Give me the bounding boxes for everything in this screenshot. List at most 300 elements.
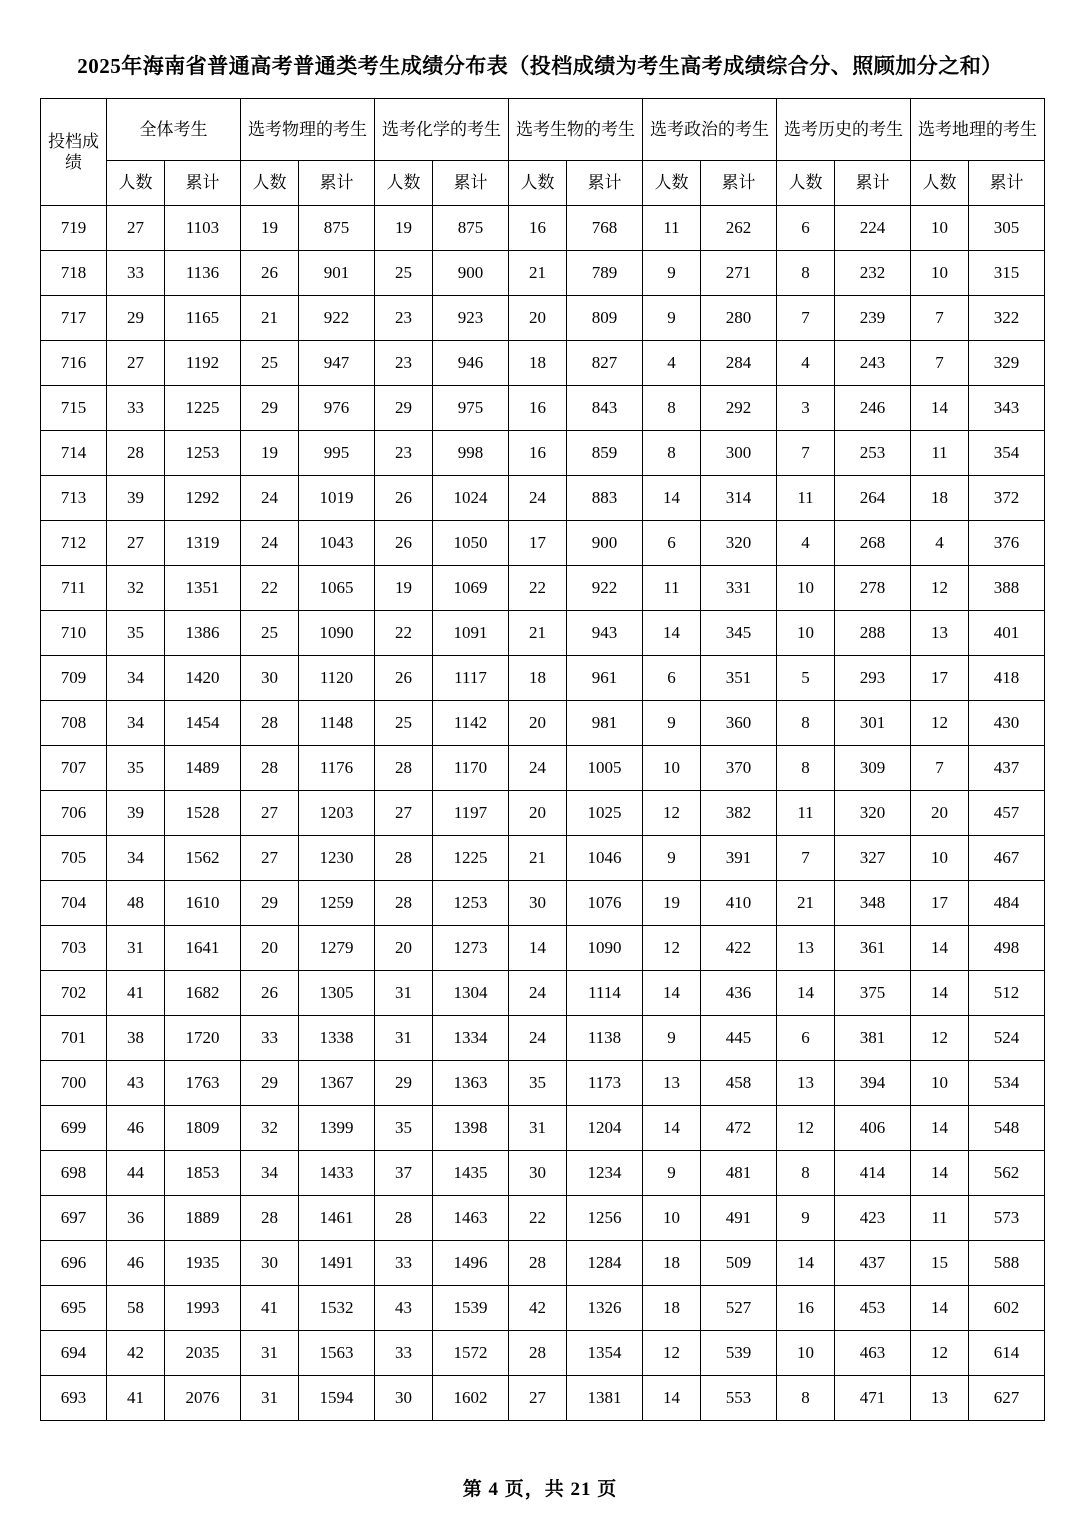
- cell-cumulative: 509: [701, 1241, 777, 1286]
- table-row: [41, 1196, 1045, 1241]
- cell-cumulative: 1763: [165, 1061, 241, 1106]
- cell-cumulative: 1197: [433, 791, 509, 836]
- header-sub-count-physics: 人数: [241, 161, 299, 206]
- cell-count: 14: [911, 926, 969, 971]
- cell-cumulative: 322: [969, 296, 1045, 341]
- cell-cumulative: 329: [969, 341, 1045, 386]
- cell-cumulative: 422: [701, 926, 777, 971]
- cell-cumulative: 900: [567, 521, 643, 566]
- cell-count: 16: [509, 386, 567, 431]
- cell-cumulative: 922: [299, 296, 375, 341]
- cell-count: 11: [777, 791, 835, 836]
- cell-cumulative: 539: [701, 1331, 777, 1376]
- table-row: [41, 1061, 1045, 1106]
- cell-cumulative: 1259: [299, 881, 375, 926]
- cell-cumulative: 1338: [299, 1016, 375, 1061]
- cell-count: 43: [107, 1061, 165, 1106]
- cell-count: 8: [777, 251, 835, 296]
- table-row: [41, 1106, 1045, 1151]
- table-row: [41, 431, 1045, 476]
- score-distribution-table: [40, 98, 1045, 1421]
- cell-cumulative: 1304: [433, 971, 509, 1016]
- cell-count: 29: [375, 386, 433, 431]
- cell-count: 8: [643, 431, 701, 476]
- cell-count: 28: [375, 881, 433, 926]
- cell-count: 19: [643, 881, 701, 926]
- cell-count: 31: [241, 1331, 299, 1376]
- cell-cumulative: 437: [969, 746, 1045, 791]
- cell-cumulative: 1142: [433, 701, 509, 746]
- cell-cumulative: 883: [567, 476, 643, 521]
- cell-count: 24: [241, 476, 299, 521]
- cell-count: 16: [777, 1286, 835, 1331]
- cell-cumulative: 1024: [433, 476, 509, 521]
- cell-cumulative: 922: [567, 566, 643, 611]
- cell-count: 25: [375, 251, 433, 296]
- cell-count: 12: [643, 1331, 701, 1376]
- header-sub-cumulative-history: 累计: [835, 161, 911, 206]
- cell-cumulative: 1136: [165, 251, 241, 296]
- cell-cumulative: 2076: [165, 1376, 241, 1421]
- cell-count: 10: [911, 836, 969, 881]
- cell-cumulative: 947: [299, 341, 375, 386]
- cell-count: 10: [911, 1061, 969, 1106]
- cell-count: 29: [375, 1061, 433, 1106]
- header-sub-count-all: 人数: [107, 161, 165, 206]
- cell-count: 35: [107, 611, 165, 656]
- cell-count: 10: [777, 611, 835, 656]
- cell-cumulative: 284: [701, 341, 777, 386]
- cell-count: 33: [241, 1016, 299, 1061]
- cell-cumulative: 1562: [165, 836, 241, 881]
- cell-count: 8: [777, 1376, 835, 1421]
- cell-count: 15: [911, 1241, 969, 1286]
- cell-count: 18: [643, 1286, 701, 1331]
- cell-count: 9: [643, 1016, 701, 1061]
- cell-count: 6: [777, 1016, 835, 1061]
- cell-cumulative: 1454: [165, 701, 241, 746]
- cell-cumulative: 375: [835, 971, 911, 1016]
- cell-cumulative: 1225: [165, 386, 241, 431]
- table-row: [41, 701, 1045, 746]
- cell-cumulative: 875: [433, 206, 509, 251]
- cell-count: 9: [643, 296, 701, 341]
- table-row: [41, 1151, 1045, 1196]
- cell-cumulative: 388: [969, 566, 1045, 611]
- cell-cumulative: 1461: [299, 1196, 375, 1241]
- cell-count: 14: [509, 926, 567, 971]
- table-row: [41, 1016, 1045, 1061]
- cell-score: 709: [41, 656, 107, 701]
- cell-count: 8: [777, 1151, 835, 1196]
- cell-cumulative: 1319: [165, 521, 241, 566]
- cell-count: 20: [509, 701, 567, 746]
- cell-cumulative: 309: [835, 746, 911, 791]
- cell-cumulative: 789: [567, 251, 643, 296]
- cell-cumulative: 481: [701, 1151, 777, 1196]
- cell-count: 11: [777, 476, 835, 521]
- cell-cumulative: 1641: [165, 926, 241, 971]
- cell-cumulative: 573: [969, 1196, 1045, 1241]
- cell-count: 28: [375, 836, 433, 881]
- cell-count: 21: [509, 611, 567, 656]
- cell-count: 14: [643, 1106, 701, 1151]
- cell-cumulative: 627: [969, 1376, 1045, 1421]
- cell-cumulative: 314: [701, 476, 777, 521]
- cell-count: 11: [643, 566, 701, 611]
- cell-count: 12: [911, 1331, 969, 1376]
- header-group-biology: 选考生物的考生: [509, 99, 643, 161]
- cell-cumulative: 859: [567, 431, 643, 476]
- cell-cumulative: 372: [969, 476, 1045, 521]
- cell-count: 42: [107, 1331, 165, 1376]
- cell-cumulative: 1025: [567, 791, 643, 836]
- cell-cumulative: 293: [835, 656, 911, 701]
- cell-cumulative: 1563: [299, 1331, 375, 1376]
- cell-count: 24: [509, 476, 567, 521]
- cell-cumulative: 1398: [433, 1106, 509, 1151]
- cell-count: 16: [509, 206, 567, 251]
- table-row: [41, 1286, 1045, 1331]
- cell-cumulative: 1420: [165, 656, 241, 701]
- cell-score: 698: [41, 1151, 107, 1196]
- cell-score: 717: [41, 296, 107, 341]
- cell-count: 26: [241, 251, 299, 296]
- cell-count: 27: [241, 836, 299, 881]
- cell-cumulative: 1326: [567, 1286, 643, 1331]
- cell-cumulative: 1234: [567, 1151, 643, 1196]
- cell-score: 693: [41, 1376, 107, 1421]
- cell-cumulative: 348: [835, 881, 911, 926]
- cell-cumulative: 305: [969, 206, 1045, 251]
- cell-score: 699: [41, 1106, 107, 1151]
- cell-cumulative: 843: [567, 386, 643, 431]
- table-row: [41, 476, 1045, 521]
- cell-cumulative: 354: [969, 431, 1045, 476]
- cell-cumulative: 1165: [165, 296, 241, 341]
- cell-cumulative: 1046: [567, 836, 643, 881]
- cell-count: 26: [375, 476, 433, 521]
- header-sub-cumulative-all: 累计: [165, 161, 241, 206]
- table-row: [41, 1241, 1045, 1286]
- table-row: [41, 746, 1045, 791]
- header-sub-count-chemistry: 人数: [375, 161, 433, 206]
- cell-cumulative: 1043: [299, 521, 375, 566]
- cell-cumulative: 1090: [299, 611, 375, 656]
- cell-cumulative: 562: [969, 1151, 1045, 1196]
- cell-count: 10: [777, 566, 835, 611]
- cell-cumulative: 360: [701, 701, 777, 746]
- cell-cumulative: 239: [835, 296, 911, 341]
- cell-score: 702: [41, 971, 107, 1016]
- table-row: [41, 611, 1045, 656]
- cell-score: 703: [41, 926, 107, 971]
- cell-cumulative: 1935: [165, 1241, 241, 1286]
- cell-cumulative: 1203: [299, 791, 375, 836]
- cell-count: 18: [509, 656, 567, 701]
- cell-score: 695: [41, 1286, 107, 1331]
- cell-count: 10: [911, 251, 969, 296]
- cell-cumulative: 1381: [567, 1376, 643, 1421]
- table-row: [41, 656, 1045, 701]
- table-row: [41, 836, 1045, 881]
- cell-count: 29: [241, 386, 299, 431]
- cell-count: 14: [643, 476, 701, 521]
- cell-cumulative: 961: [567, 656, 643, 701]
- cell-count: 14: [911, 1151, 969, 1196]
- cell-count: 31: [375, 1016, 433, 1061]
- cell-cumulative: 278: [835, 566, 911, 611]
- cell-count: 8: [643, 386, 701, 431]
- cell-count: 27: [107, 341, 165, 386]
- cell-cumulative: 1334: [433, 1016, 509, 1061]
- cell-count: 4: [777, 521, 835, 566]
- cell-cumulative: 1114: [567, 971, 643, 1016]
- cell-cumulative: 1117: [433, 656, 509, 701]
- cell-count: 11: [643, 206, 701, 251]
- cell-cumulative: 300: [701, 431, 777, 476]
- cell-cumulative: 1279: [299, 926, 375, 971]
- cell-count: 41: [107, 971, 165, 1016]
- cell-count: 11: [911, 1196, 969, 1241]
- cell-count: 10: [911, 206, 969, 251]
- cell-cumulative: 1435: [433, 1151, 509, 1196]
- cell-count: 31: [241, 1376, 299, 1421]
- cell-cumulative: 1069: [433, 566, 509, 611]
- cell-count: 16: [509, 431, 567, 476]
- cell-cumulative: 1019: [299, 476, 375, 521]
- cell-cumulative: 524: [969, 1016, 1045, 1061]
- table-row: [41, 521, 1045, 566]
- cell-count: 33: [375, 1241, 433, 1286]
- cell-count: 7: [777, 836, 835, 881]
- cell-cumulative: 445: [701, 1016, 777, 1061]
- cell-cumulative: 1225: [433, 836, 509, 881]
- header-sub-count-biology: 人数: [509, 161, 567, 206]
- cell-count: 41: [241, 1286, 299, 1331]
- cell-cumulative: 262: [701, 206, 777, 251]
- cell-cumulative: 410: [701, 881, 777, 926]
- cell-count: 20: [241, 926, 299, 971]
- cell-score: 712: [41, 521, 107, 566]
- cell-count: 27: [509, 1376, 567, 1421]
- cell-count: 22: [375, 611, 433, 656]
- cell-count: 24: [509, 971, 567, 1016]
- cell-cumulative: 394: [835, 1061, 911, 1106]
- cell-cumulative: 288: [835, 611, 911, 656]
- cell-cumulative: 1496: [433, 1241, 509, 1286]
- cell-count: 7: [777, 431, 835, 476]
- cell-count: 34: [107, 656, 165, 701]
- table-row: [41, 1376, 1045, 1421]
- cell-count: 13: [777, 926, 835, 971]
- table-row: [41, 881, 1045, 926]
- cell-count: 30: [241, 1241, 299, 1286]
- cell-count: 9: [643, 1151, 701, 1196]
- header-score-col: 投档成绩: [41, 99, 107, 206]
- cell-count: 14: [643, 1376, 701, 1421]
- cell-count: 28: [509, 1241, 567, 1286]
- cell-count: 27: [107, 206, 165, 251]
- header-group-history: 选考历史的考生: [777, 99, 911, 161]
- cell-count: 21: [241, 296, 299, 341]
- cell-cumulative: 1853: [165, 1151, 241, 1196]
- cell-cumulative: 1091: [433, 611, 509, 656]
- cell-cumulative: 1076: [567, 881, 643, 926]
- cell-count: 35: [375, 1106, 433, 1151]
- cell-cumulative: 1720: [165, 1016, 241, 1061]
- cell-count: 34: [241, 1151, 299, 1196]
- cell-count: 31: [509, 1106, 567, 1151]
- cell-cumulative: 1572: [433, 1331, 509, 1376]
- cell-count: 25: [241, 611, 299, 656]
- cell-count: 36: [107, 1196, 165, 1241]
- cell-count: 8: [777, 701, 835, 746]
- cell-cumulative: 602: [969, 1286, 1045, 1331]
- cell-count: 24: [509, 1016, 567, 1061]
- cell-cumulative: 457: [969, 791, 1045, 836]
- cell-score: 700: [41, 1061, 107, 1106]
- table-row: [41, 971, 1045, 1016]
- cell-cumulative: 381: [835, 1016, 911, 1061]
- cell-count: 28: [107, 431, 165, 476]
- table-row: [41, 206, 1045, 251]
- cell-cumulative: 1602: [433, 1376, 509, 1421]
- cell-count: 19: [375, 206, 433, 251]
- page-footer: 第 4 页，共 21 页: [462, 1479, 618, 1500]
- cell-cumulative: 1204: [567, 1106, 643, 1151]
- cell-count: 30: [509, 881, 567, 926]
- cell-count: 14: [777, 1241, 835, 1286]
- cell-cumulative: 301: [835, 701, 911, 746]
- cell-count: 23: [375, 431, 433, 476]
- cell-count: 33: [107, 251, 165, 296]
- cell-cumulative: 484: [969, 881, 1045, 926]
- cell-cumulative: 246: [835, 386, 911, 431]
- cell-cumulative: 491: [701, 1196, 777, 1241]
- cell-count: 12: [911, 701, 969, 746]
- cell-count: 14: [911, 1286, 969, 1331]
- cell-cumulative: 1463: [433, 1196, 509, 1241]
- cell-count: 4: [643, 341, 701, 386]
- cell-score: 716: [41, 341, 107, 386]
- cell-count: 5: [777, 656, 835, 701]
- cell-cumulative: 463: [835, 1331, 911, 1376]
- cell-count: 43: [375, 1286, 433, 1331]
- cell-count: 6: [643, 656, 701, 701]
- header-group-physics: 选考物理的考生: [241, 99, 375, 161]
- cell-count: 28: [241, 746, 299, 791]
- cell-count: 22: [509, 1196, 567, 1241]
- cell-cumulative: 946: [433, 341, 509, 386]
- cell-count: 13: [777, 1061, 835, 1106]
- cell-count: 28: [375, 1196, 433, 1241]
- cell-count: 14: [911, 386, 969, 431]
- cell-count: 12: [777, 1106, 835, 1151]
- cell-count: 30: [375, 1376, 433, 1421]
- cell-cumulative: 1351: [165, 566, 241, 611]
- header-sub-cumulative-biology: 累计: [567, 161, 643, 206]
- table-row: [41, 341, 1045, 386]
- table-row: [41, 1331, 1045, 1376]
- cell-count: 26: [241, 971, 299, 1016]
- cell-cumulative: 1354: [567, 1331, 643, 1376]
- header-group-geography: 选考地理的考生: [911, 99, 1045, 161]
- header-sub-cumulative-chemistry: 累计: [433, 161, 509, 206]
- cell-count: 26: [375, 521, 433, 566]
- cell-count: 13: [643, 1061, 701, 1106]
- cell-count: 17: [911, 881, 969, 926]
- cell-count: 7: [911, 341, 969, 386]
- cell-cumulative: 976: [299, 386, 375, 431]
- cell-count: 10: [643, 1196, 701, 1241]
- cell-cumulative: 1489: [165, 746, 241, 791]
- cell-cumulative: 472: [701, 1106, 777, 1151]
- cell-count: 28: [241, 701, 299, 746]
- cell-count: 9: [777, 1196, 835, 1241]
- cell-count: 32: [241, 1106, 299, 1151]
- cell-score: 718: [41, 251, 107, 296]
- cell-count: 39: [107, 791, 165, 836]
- cell-count: 25: [241, 341, 299, 386]
- cell-count: 6: [777, 206, 835, 251]
- cell-cumulative: 998: [433, 431, 509, 476]
- cell-cumulative: 382: [701, 791, 777, 836]
- cell-cumulative: 1993: [165, 1286, 241, 1331]
- cell-cumulative: 436: [701, 971, 777, 1016]
- cell-count: 14: [777, 971, 835, 1016]
- cell-count: 14: [643, 611, 701, 656]
- cell-cumulative: 995: [299, 431, 375, 476]
- cell-score: 715: [41, 386, 107, 431]
- header-group-politics: 选考政治的考生: [643, 99, 777, 161]
- cell-count: 17: [509, 521, 567, 566]
- cell-cumulative: 1292: [165, 476, 241, 521]
- cell-cumulative: 418: [969, 656, 1045, 701]
- cell-cumulative: 1170: [433, 746, 509, 791]
- cell-cumulative: 1230: [299, 836, 375, 881]
- cell-cumulative: 588: [969, 1241, 1045, 1286]
- cell-cumulative: 875: [299, 206, 375, 251]
- cell-cumulative: 512: [969, 971, 1045, 1016]
- cell-count: 33: [107, 386, 165, 431]
- cell-cumulative: 1433: [299, 1151, 375, 1196]
- cell-count: 19: [241, 206, 299, 251]
- cell-cumulative: 401: [969, 611, 1045, 656]
- cell-count: 22: [509, 566, 567, 611]
- cell-count: 27: [107, 521, 165, 566]
- cell-count: 21: [777, 881, 835, 926]
- cell-score: 714: [41, 431, 107, 476]
- header-group-all: 全体考生: [107, 99, 241, 161]
- cell-count: 23: [375, 296, 433, 341]
- cell-count: 24: [241, 521, 299, 566]
- cell-count: 18: [911, 476, 969, 521]
- cell-cumulative: 1889: [165, 1196, 241, 1241]
- table-row: [41, 386, 1045, 431]
- cell-cumulative: 1173: [567, 1061, 643, 1106]
- cell-count: 23: [375, 341, 433, 386]
- cell-count: 18: [509, 341, 567, 386]
- page-title: 2025年海南省普通高考普通类考生成绩分布表（投档成绩为考生高考成绩综合分、照顾加分之和）: [77, 54, 1003, 78]
- cell-count: 46: [107, 1241, 165, 1286]
- cell-cumulative: 827: [567, 341, 643, 386]
- cell-count: 35: [107, 746, 165, 791]
- cell-count: 28: [241, 1196, 299, 1241]
- header-group-chemistry: 选考化学的考生: [375, 99, 509, 161]
- cell-cumulative: 320: [701, 521, 777, 566]
- cell-count: 21: [509, 251, 567, 296]
